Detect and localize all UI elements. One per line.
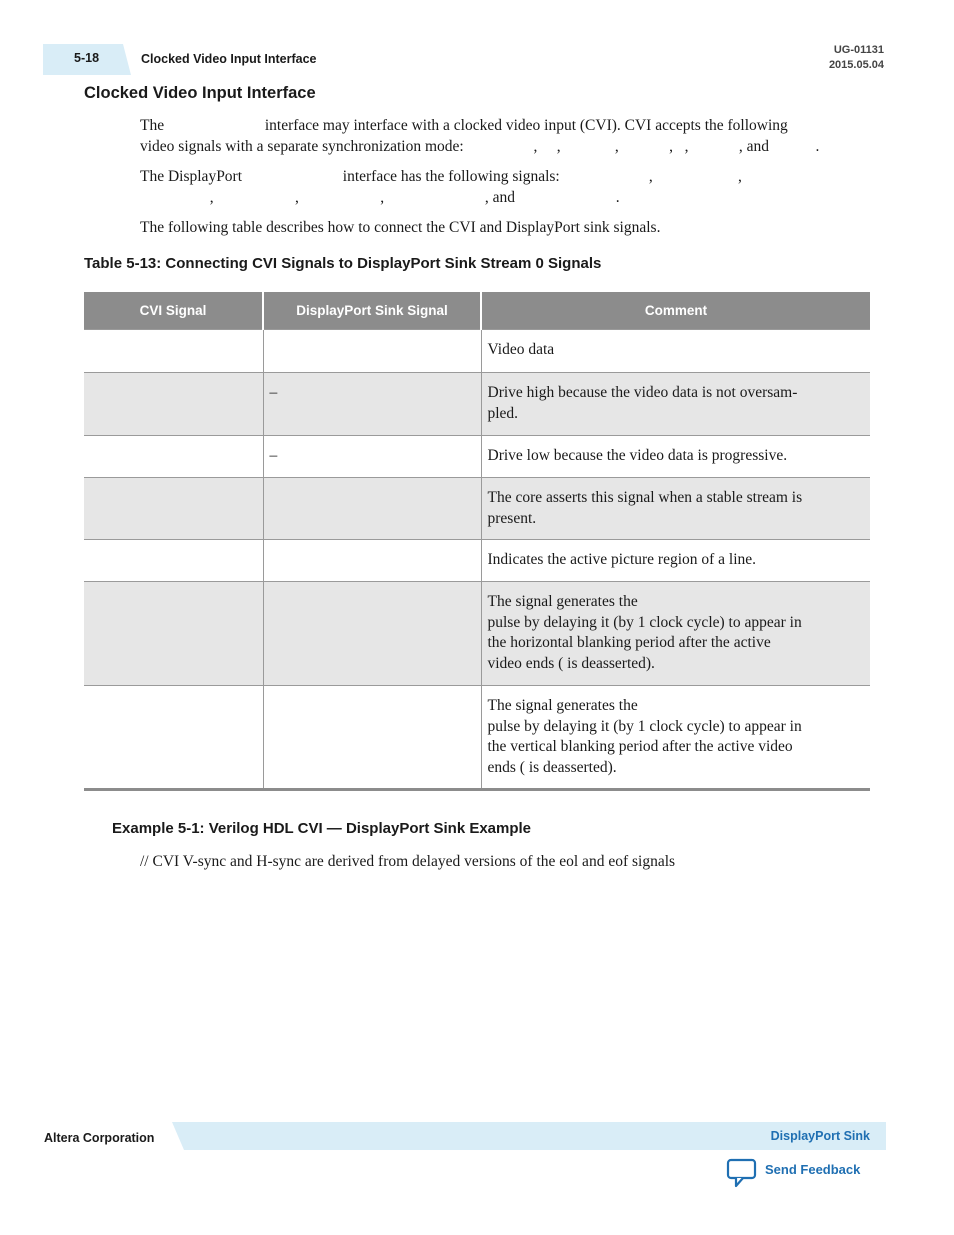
table-row — [84, 478, 870, 540]
signal-mapping-table — [84, 292, 870, 791]
footer-company: Altera Corporation — [44, 1131, 155, 1145]
table-row — [84, 686, 870, 790]
cell-dp-signal: – — [263, 436, 481, 478]
cell-cvi-signal — [84, 478, 263, 540]
cell-cvi-signal — [84, 540, 263, 582]
doc-id: UG-01131 — [833, 44, 884, 56]
speech-bubble-icon — [726, 1158, 758, 1188]
column-header-cvi-signal: CVI Signal — [84, 292, 263, 330]
cell-cvi-signal — [84, 330, 263, 373]
cell-dp-signal: – — [263, 373, 481, 436]
column-header-comment: Comment — [481, 292, 870, 330]
cell-cvi-signal — [84, 373, 263, 436]
doc-date: 2015.05.04 — [828, 59, 884, 71]
paragraph-line: video signals with a separate synchronization mode: , , , , , , and . — [140, 137, 820, 155]
cell-comment: The signal generates the pulse by delaying it (by 1 clock cycle) to appear in the horizontal blanking period after the active video ends ( is deasserted). — [481, 582, 870, 686]
cell-dp-signal — [263, 686, 481, 790]
cell-comment: Drive high because the video data is not oversam- pled. — [481, 373, 870, 436]
cell-comment: The signal generates the pulse by delaying it (by 1 clock cycle) to appear in the vertical blanking period after the active video ends ( is deasserted). — [481, 686, 870, 790]
cell-dp-signal — [263, 540, 481, 582]
cell-cvi-signal — [84, 686, 263, 790]
send-feedback-button[interactable] — [726, 1158, 758, 1188]
code-comment-line: // CVI V-sync and H-sync are derived from delayed versions of the eol and eof signals — [140, 853, 676, 870]
footer-chapter-link[interactable]: DisplayPort Sink — [770, 1129, 870, 1143]
paragraph-dp-signals — [140, 167, 870, 208]
table-caption: Table 5-13: Connecting CVI Signals to DisplayPort Sink Stream 0 Signals — [84, 255, 602, 272]
cell-dp-signal — [263, 582, 481, 686]
paragraph-line: The DisplayPort interface has the following signals: , , — [140, 168, 742, 185]
cell-comment: The core asserts this signal when a stable stream is present. — [481, 478, 870, 540]
cell-cvi-signal — [84, 582, 263, 686]
table-header-row — [84, 292, 870, 330]
table-row — [84, 540, 870, 582]
paragraph-line: , , , , and . — [140, 188, 620, 206]
cell-cvi-signal — [84, 436, 263, 478]
paragraph-line: The interface may interface with a clocked video input (CVI). CVI accepts the following — [140, 117, 788, 134]
table-row — [84, 436, 870, 478]
column-header-dp-sink-signal: DisplayPort Sink Signal — [263, 292, 481, 330]
send-feedback-link[interactable]: Send Feedback — [765, 1162, 861, 1177]
cell-dp-signal — [263, 478, 481, 540]
cell-comment: Drive low because the video data is progressive. — [481, 436, 870, 478]
page-number: 5-18 — [74, 51, 100, 65]
example-title: Example 5-1: Verilog HDL CVI — DisplayPort Sink Example — [112, 820, 532, 837]
paragraph-table-intro: The following table describes how to connect the CVI and DisplayPort sink signals. — [140, 219, 661, 236]
table-row — [84, 582, 870, 686]
cell-dp-signal — [263, 330, 481, 373]
header-section-title: Clocked Video Input Interface — [141, 52, 317, 66]
section-title: Clocked Video Input Interface — [84, 84, 316, 102]
paragraph-cvi-intro — [140, 116, 870, 157]
cell-comment: Video data — [481, 330, 870, 373]
table-row — [84, 330, 870, 373]
cell-comment: Indicates the active picture region of a line. — [481, 540, 870, 582]
doc-id-block — [829, 43, 884, 73]
table-row — [84, 373, 870, 436]
